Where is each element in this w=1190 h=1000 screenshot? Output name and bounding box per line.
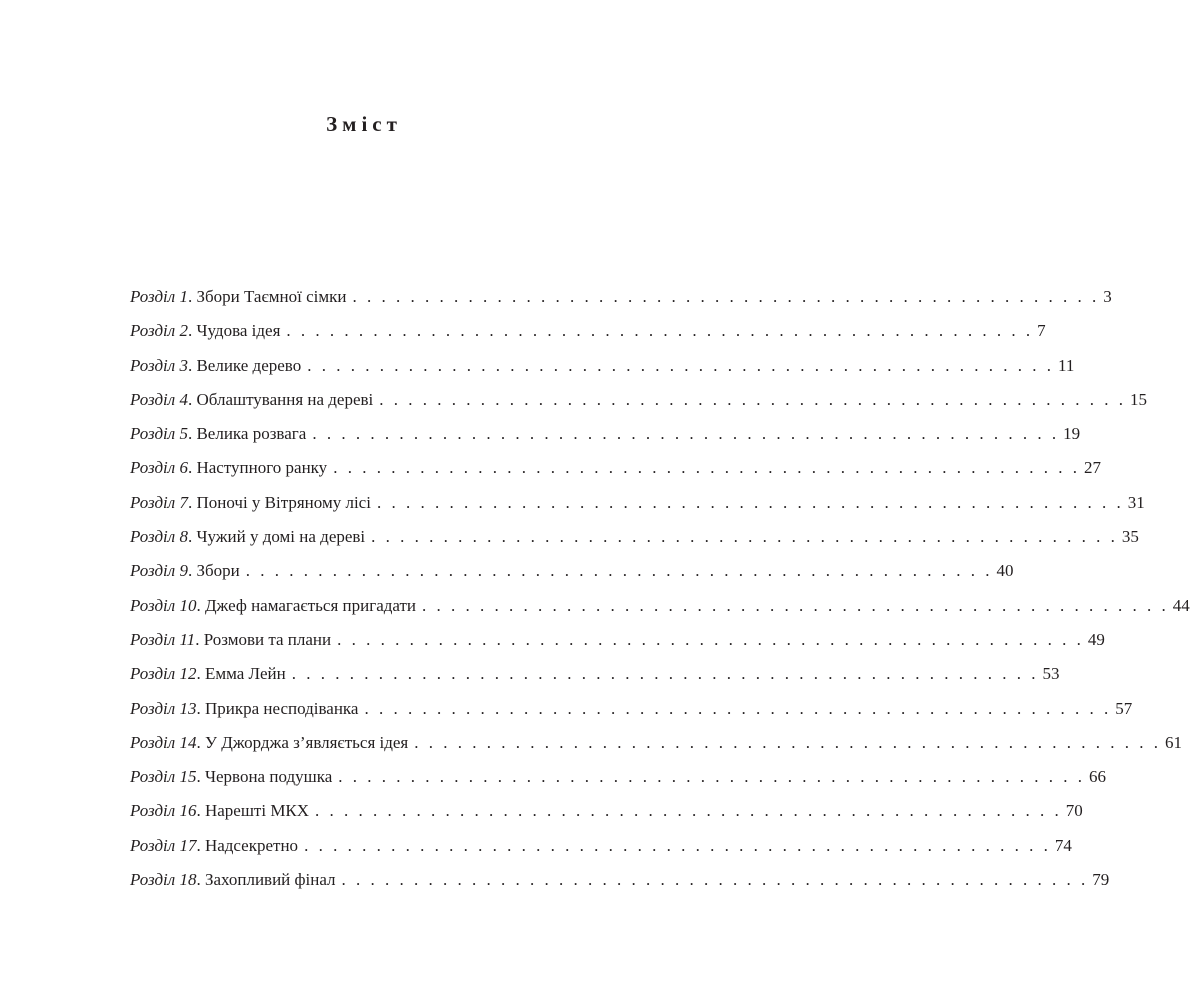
chapter-label: Розділ 7 bbox=[130, 492, 188, 512]
chapter-label: Розділ 3 bbox=[130, 355, 188, 375]
page-title: Зміст bbox=[326, 112, 402, 136]
page-number: 11 bbox=[1057, 355, 1075, 375]
chapter-title: Нарешті МКХ bbox=[204, 801, 310, 821]
page-number: 27 bbox=[1083, 458, 1101, 478]
page-number: 79 bbox=[1092, 870, 1110, 890]
toc-entry-9: Розділ 9 . Збори . . . . . . . . . . . . . . . . . . . . . . . . . . . . . . . . . . . . . . . . . . . . . . . . . . . . 40 bbox=[130, 554, 627, 588]
dot-leader: . . . . . . . . . . . . . . . . . . . . . . . . . . . . . . . . . . . . . . . . . . . . . . . . . . . . bbox=[371, 527, 1118, 547]
dot-leader: . . . . . . . . . . . . . . . . . . . . . . . . . . . . . . . . . . . . . . . . . . . . . . . . . . . . bbox=[337, 629, 1084, 649]
chapter-title: Велика розвага bbox=[196, 424, 307, 444]
page-number: 49 bbox=[1087, 629, 1105, 649]
page-number: 53 bbox=[1042, 664, 1060, 684]
dot-leader: . . . . . . . . . . . . . . . . . . . . . . . . . . . . . . . . . . . . . . . . . . . . . . . . . . . . bbox=[352, 287, 1100, 306]
chapter-title: Чудова ідея bbox=[196, 321, 281, 341]
chapter-title: Розмови та плани bbox=[203, 629, 332, 649]
toc-entry-12: Розділ 12 . Емма Лейн . . . . . . . . . . . . . . . . . . . . . . . . . . . . . . . . . . . . . . . . . . . . . . . . . . . . 53 bbox=[130, 657, 627, 691]
page-number: 61 bbox=[1165, 732, 1183, 752]
dot-leader: . . . . . . . . . . . . . . . . . . . . . . . . . . . . . . . . . . . . . . . . . . . . . . . . . . . . bbox=[422, 595, 1169, 615]
dot-leader: . . . . . . . . . . . . . . . . . . . . . . . . . . . . . . . . . . . . . . . . . . . . . . . . . . . . bbox=[291, 664, 1039, 684]
chapter-title: Велике дерево bbox=[196, 355, 302, 375]
dot-leader: . . . . . . . . . . . . . . . . . . . . . . . . . . . . . . . . . . . . . . . . . . . . . . . . . . . . bbox=[315, 801, 1062, 821]
page-number: 35 bbox=[1121, 527, 1139, 547]
dot-leader: . . . . . . . . . . . . . . . . . . . . . . . . . . . . . . . . . . . . . . . . . . . . . . . . . . . . bbox=[304, 835, 1051, 855]
toc-entry-17: Розділ 17 . Надсекретно . . . . . . . . . . . . . . . . . . . . . . . . . . . . . . . . . . . . . . . . . . . . . . . . . . . . 74 bbox=[130, 829, 627, 863]
page-number: 31 bbox=[1127, 492, 1145, 512]
dot-leader: . . . . . . . . . . . . . . . . . . . . . . . . . . . . . . . . . . . . . . . . . . . . . . . . . . . . bbox=[379, 389, 1127, 409]
chapter-title: У Джорджа з’являється ідея bbox=[204, 732, 409, 752]
dot-leader: . . . . . . . . . . . . . . . . . . . . . . . . . . . . . . . . . . . . . . . . . . . . . . . . . . . . bbox=[245, 561, 993, 581]
page-number: 7 bbox=[1037, 321, 1046, 341]
page-number: 19 bbox=[1063, 424, 1081, 444]
dot-leader: . . . . . . . . . . . . . . . . . . . . . . . . . . . . . . . . . . . . . . . . . . . . . . . . . . . . bbox=[312, 424, 1060, 444]
chapter-label: Розділ 11 bbox=[130, 629, 196, 649]
toc-entry-6: Розділ 6 . Наступного ранку . . . . . . . . . . . . . . . . . . . . . . . . . . . . . . . . . . . . . . . . . . . . . . . . . . . . 27 bbox=[130, 451, 627, 485]
chapter-label: Розділ 10 bbox=[130, 595, 197, 615]
toc-entry-18: Розділ 18 . Захопливий фінал . . . . . . . . . . . . . . . . . . . . . . . . . . . . . . . . . . . . . . . . . . . . . . . . . . . . 79 bbox=[130, 863, 627, 897]
chapter-label: Розділ 9 bbox=[130, 561, 188, 581]
dot-leader: . . . . . . . . . . . . . . . . . . . . . . . . . . . . . . . . . . . . . . . . . . . . . . . . . . . . bbox=[333, 458, 1080, 478]
chapter-label: Розділ 4 bbox=[130, 389, 188, 409]
page-number: 40 bbox=[996, 561, 1014, 581]
chapter-title: Надсекретно bbox=[204, 835, 299, 855]
page-number: 3 bbox=[1103, 287, 1112, 306]
toc-entry-3: Розділ 3 . Велике дерево . . . . . . . . . . . . . . . . . . . . . . . . . . . . . . . . . . . . . . . . . . . . . . . . . . . . 11 bbox=[130, 349, 627, 383]
chapter-title: Облаштування на дереві bbox=[196, 389, 374, 409]
dot-leader: . . . . . . . . . . . . . . . . . . . . . . . . . . . . . . . . . . . . . . . . . . . . . . . . . . . . bbox=[338, 767, 1085, 787]
chapter-label: Розділ 6 bbox=[130, 458, 188, 478]
table-of-contents bbox=[130, 280, 1190, 897]
toc-entry-2: Розділ 2 . Чудова ідея . . . . . . . . . . . . . . . . . . . . . . . . . . . . . . . . . . . . . . . . . . . . . . . . . . . . 7 bbox=[130, 314, 627, 348]
chapter-label: Розділ 1 bbox=[130, 287, 188, 306]
dot-leader: . . . . . . . . . . . . . . . . . . . . . . . . . . . . . . . . . . . . . . . . . . . . . . . . . . . . bbox=[307, 355, 1054, 375]
chapter-label: Розділ 5 bbox=[130, 424, 188, 444]
dot-leader: . . . . . . . . . . . . . . . . . . . . . . . . . . . . . . . . . . . . . . . . . . . . . . . . . . . . bbox=[414, 732, 1162, 752]
toc-entry-5: Розділ 5 . Велика розвага . . . . . . . . . . . . . . . . . . . . . . . . . . . . . . . . . . . . . . . . . . . . . . . . . . . . 19 bbox=[130, 417, 627, 451]
chapter-title: Поночі у Вітряному лісі bbox=[196, 492, 371, 512]
chapter-label: Розділ 2 bbox=[130, 321, 188, 341]
dot-leader: . . . . . . . . . . . . . . . . . . . . . . . . . . . . . . . . . . . . . . . . . . . . . . . . . . . . bbox=[341, 870, 1089, 890]
toc-entry-10: Розділ 10 . Джеф намагається пригадати . . . . . . . . . . . . . . . . . . . . . . . . . . . . . . . . . . . . . . . . . . . . . . . . . . . . 44 bbox=[130, 589, 627, 623]
chapter-label: Розділ 12 bbox=[130, 664, 197, 684]
toc-entry-15: Розділ 15 . Червона подушка . . . . . . . . . . . . . . . . . . . . . . . . . . . . . . . . . . . . . . . . . . . . . . . . . . . . 66 bbox=[130, 760, 627, 794]
chapter-label: Розділ 8 bbox=[130, 527, 188, 547]
toc-entry-13: Розділ 13 . Прикра несподіванка . . . . . . . . . . . . . . . . . . . . . . . . . . . . . . . . . . . . . . . . . . . . . . . . . . . . 57 bbox=[130, 692, 627, 726]
toc-entry-11: Розділ 11 . Розмови та плани . . . . . . . . . . . . . . . . . . . . . . . . . . . . . . . . . . . . . . . . . . . . . . . . . . . . 49 bbox=[130, 623, 627, 657]
page-number: 44 bbox=[1172, 595, 1190, 615]
page-number: 66 bbox=[1089, 767, 1106, 787]
chapter-title: Захопливий фінал bbox=[204, 870, 336, 890]
dot-leader: . . . . . . . . . . . . . . . . . . . . . . . . . . . . . . . . . . . . . . . . . . . . . . . . . . . . bbox=[364, 698, 1112, 718]
toc-entry-14: Розділ 14 . У Джорджа з’являється ідея . . . . . . . . . . . . . . . . . . . . . . . . . . . . . . . . . . . . . . . . . . . . . . . . . . . . 61 bbox=[130, 726, 627, 760]
page-number: 70 bbox=[1065, 801, 1083, 821]
chapter-title: Червона подушка bbox=[204, 767, 333, 787]
chapter-title: Наступного ранку bbox=[196, 458, 328, 478]
chapter-label: Розділ 16 bbox=[130, 801, 197, 821]
chapter-label: Розділ 17 bbox=[130, 835, 197, 855]
chapter-label: Розділ 18 bbox=[130, 870, 197, 890]
chapter-title: Прикра несподіванка bbox=[204, 698, 359, 718]
toc-entry-1: Розділ 1 . Збори Таємної сімки . . . . . . . . . . . . . . . . . . . . . . . . . . . . . . . . . . . . . . . . . . . . . . . . . . . . 3 bbox=[130, 280, 627, 314]
page-number: 74 bbox=[1054, 835, 1072, 855]
dot-leader: . . . . . . . . . . . . . . . . . . . . . . . . . . . . . . . . . . . . . . . . . . . . . . . . . . . . bbox=[286, 321, 1034, 341]
page-number: 57 bbox=[1115, 698, 1133, 718]
chapter-title: Чужий у домі на дереві bbox=[196, 527, 366, 547]
chapter-label: Розділ 13 bbox=[130, 698, 197, 718]
toc-entry-16: Розділ 16 . Нарешті МКХ . . . . . . . . . . . . . . . . . . . . . . . . . . . . . . . . . . . . . . . . . . . . . . . . . . . . 70 bbox=[130, 794, 627, 828]
chapter-title: Емма Лейн bbox=[204, 664, 286, 684]
chapter-label: Розділ 15 bbox=[130, 767, 197, 787]
chapter-title: Збори bbox=[196, 561, 240, 581]
dot-leader: . . . . . . . . . . . . . . . . . . . . . . . . . . . . . . . . . . . . . . . . . . . . . . . . . . . . bbox=[376, 492, 1124, 512]
toc-entry-8: Розділ 8 . Чужий у домі на дереві . . . . . . . . . . . . . . . . . . . . . . . . . . . . . . . . . . . . . . . . . . . . . . . . . . . . 35 bbox=[130, 520, 627, 554]
toc-entry-4: Розділ 4 . Облаштування на дереві . . . . . . . . . . . . . . . . . . . . . . . . . . . . . . . . . . . . . . . . . . . . . . . . . . . . 15 bbox=[130, 383, 627, 417]
chapter-label: Розділ 14 bbox=[130, 732, 197, 752]
toc-entry-7: Розділ 7 . Поночі у Вітряному лісі . . . . . . . . . . . . . . . . . . . . . . . . . . . . . . . . . . . . . . . . . . . . . . . . . . . . 31 bbox=[130, 486, 627, 520]
chapter-title: Джеф намагається пригадати bbox=[204, 595, 417, 615]
page-number: 15 bbox=[1130, 389, 1148, 409]
chapter-title: Збори Таємної сімки bbox=[196, 287, 347, 306]
